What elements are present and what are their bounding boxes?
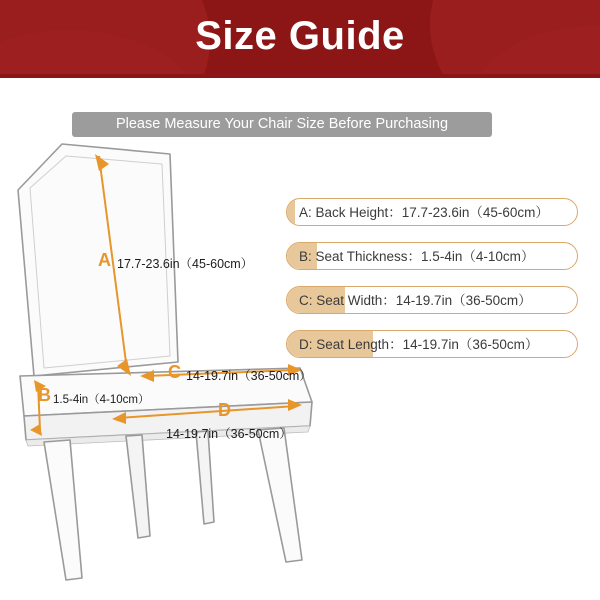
dimension-label-c-letter: C <box>168 362 181 382</box>
header-divider <box>0 74 600 78</box>
legend-row-b <box>286 242 578 270</box>
measurement-legend <box>286 198 578 374</box>
legend-row-c <box>286 286 578 314</box>
header-banner <box>0 0 600 78</box>
subtitle-banner: Please Measure Your Chair Size Before Purchasing <box>72 112 492 137</box>
dimension-label-b-letter: B <box>38 385 51 405</box>
legend-row-d-label: D: Seat Length：14-19.7in（36-50cm） <box>299 337 539 352</box>
dimension-label-c-text: 14-19.7in（36-50cm） <box>186 369 312 383</box>
legend-row-a <box>286 198 578 226</box>
dimension-label-b-text: 1.5-4in（4-10cm） <box>53 394 150 406</box>
dimension-label-a-letter: A <box>98 250 111 270</box>
chair-outline <box>18 144 312 580</box>
legend-row-d <box>286 330 578 358</box>
legend-row-a-label: A: Back Height：17.7-23.6in（45-60cm） <box>299 205 549 220</box>
legend-row-b-label: B: Seat Thickness：1.5-4in（4-10cm） <box>299 249 535 264</box>
page-title: Size Guide <box>195 14 405 58</box>
legend-row-c-label: C: Seat Width：14-19.7in（36-50cm） <box>299 293 532 308</box>
dimension-label-a-text: 17.7-23.6in（45-60cm） <box>117 257 254 271</box>
legend-row-a-fill <box>287 199 295 225</box>
dimension-label-d-text: 14-19.7in（36-50cm） <box>166 427 292 441</box>
dimension-label-d-letter: D <box>218 400 231 420</box>
